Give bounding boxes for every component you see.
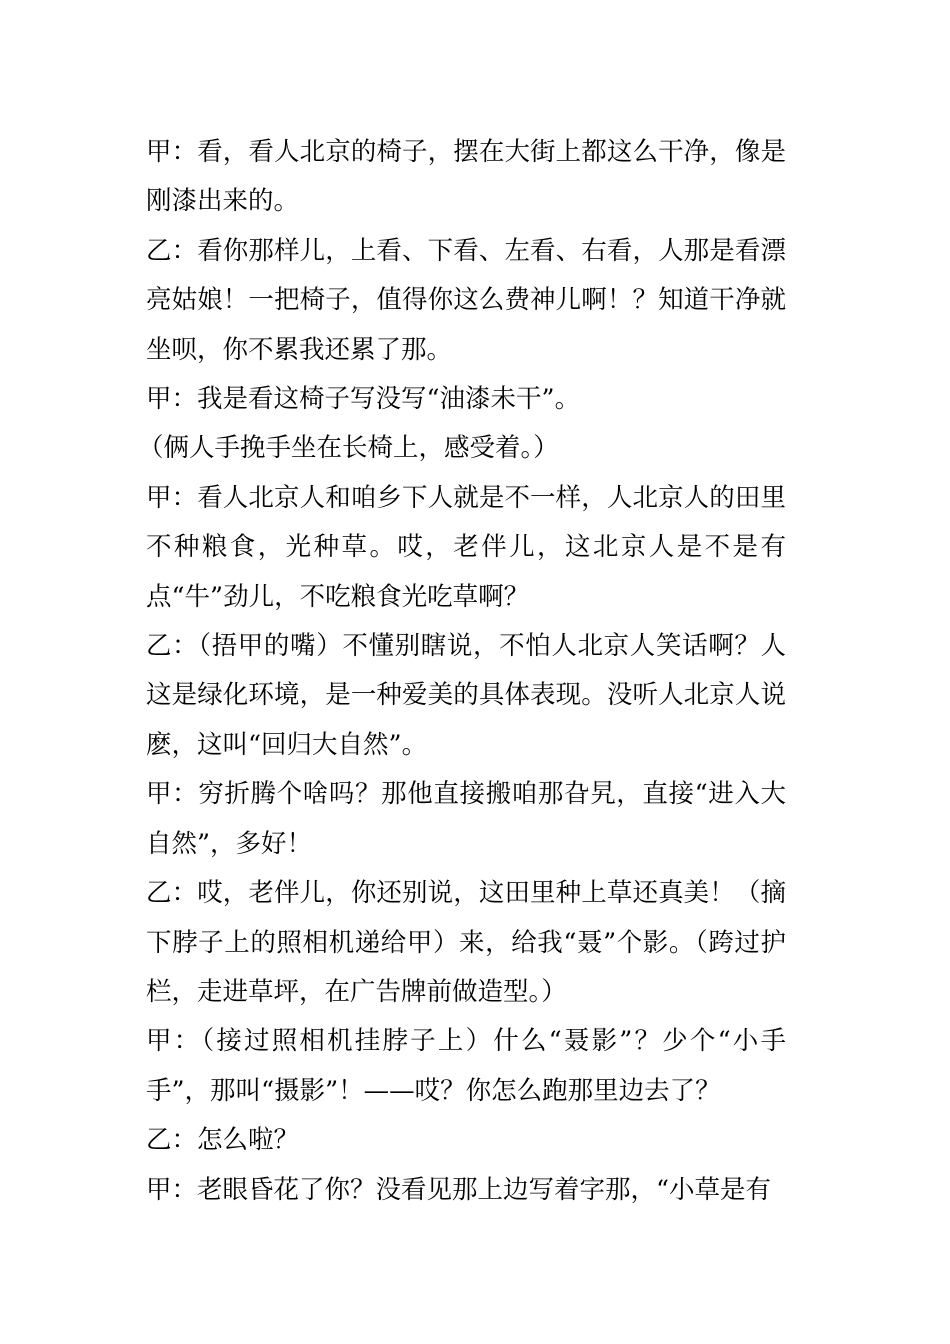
dialogue-line: 乙：哎，老伴儿，你还别说，这田里种上草还真美！（摘下脖子上的照相机递给甲）来，给我“聂”个影。（跨过护栏，走进草坪，在广告牌前做造型。） bbox=[146, 878, 786, 1007]
dialogue-line: 甲：（接过照相机挂脖子上）什么“聂影”？少个“小手手”，那叫“摄影”！——哎？你怎么跑那里边去了？ bbox=[146, 1026, 786, 1106]
dialogue-line: 甲：老眼昏花了你？没看见那上边写着字那，“小草是有 bbox=[146, 1174, 772, 1205]
dialogue-line: 甲：看，看人北京的椅子，摆在大街上都这么干净，像是刚漆出来的。 bbox=[146, 137, 786, 217]
dialogue-line: 乙：怎么啦？ bbox=[146, 1125, 300, 1156]
dialogue-line: 甲：看人北京人和咱乡下人就是不一样，人北京人的田里不种粮食，光种草。哎，老伴儿，这北京人是不是有点“牛”劲儿，不吃粮食光吃草啊？ bbox=[146, 482, 786, 612]
dialogue-line: 乙：看你那样儿，上看、下看、左看、右看，人那是看漂亮姑娘！一把椅子，值得你这么费神儿啊！？知道干净就坐呗，你不累我还累了那。 bbox=[146, 235, 786, 365]
dialogue-line: 乙：（捂甲的嘴）不懂别瞎说，不怕人北京人笑话啊？人这是绿化环境，是一种爱美的具体表现。没听人北京人说麽，这叫“回归大自然”。 bbox=[146, 631, 786, 760]
dialogue-line: 甲：我是看这椅子写没写“油漆未干”。 bbox=[146, 384, 581, 415]
dialogue-text bbox=[138, 128, 786, 1215]
stage-direction: （俩人手挽手坐在长椅上，感受着。） bbox=[138, 433, 559, 464]
dialogue-line: 甲：穷折腾个啥吗？那他直接搬咱那旮旯，直接“进入大自然”，多好！ bbox=[146, 779, 786, 859]
